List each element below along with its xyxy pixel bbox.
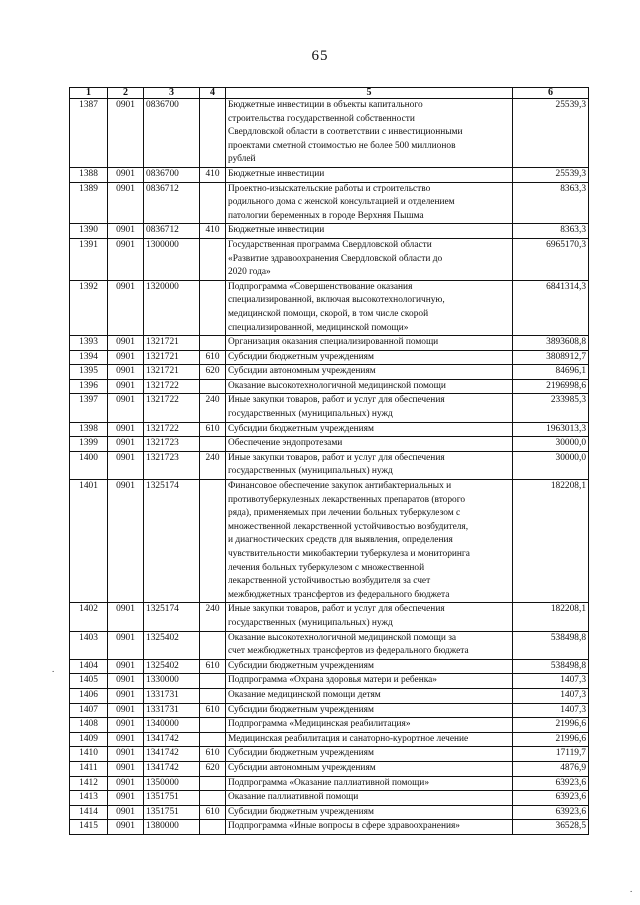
description-line: счет межбюджетных трансфертов из федерального бюджета bbox=[228, 646, 469, 657]
description-line: Субсидии автономным учреждениям bbox=[228, 366, 376, 377]
expense-type-code bbox=[200, 379, 226, 394]
table-row bbox=[70, 379, 589, 394]
description-line: Финансовое обеспечение закупок антибактериальных и bbox=[228, 481, 452, 492]
row-number: 1389 bbox=[70, 182, 108, 224]
margin-mark: . bbox=[52, 664, 55, 674]
target-article-code: 1325174 bbox=[144, 603, 200, 631]
description-line: Иные закупки товаров, работ и услуг для обеспечения bbox=[228, 604, 445, 615]
row-number: 1411 bbox=[70, 761, 108, 776]
row-number: 1399 bbox=[70, 437, 108, 452]
description-line: государственных (муниципальных) нужд bbox=[228, 409, 393, 420]
description-line: «Развитие здравоохранения Свердловской области до bbox=[228, 253, 443, 264]
table-row bbox=[70, 732, 589, 747]
description-line: множественной лекарственной устойчивостью возбудителя, bbox=[228, 521, 469, 532]
target-article-code: 1325402 bbox=[144, 631, 200, 659]
section-code: 0901 bbox=[108, 451, 144, 479]
expense-type-code bbox=[200, 674, 226, 689]
description-line: лекарственной устойчивостью возбудителя за счет bbox=[228, 576, 431, 587]
amount: 2196998,6 bbox=[513, 379, 589, 394]
section-code: 0901 bbox=[108, 688, 144, 703]
description-line: Иные закупки товаров, работ и услуг для обеспечения bbox=[228, 452, 445, 463]
expense-type-code bbox=[200, 732, 226, 747]
target-article-code: 1351751 bbox=[144, 805, 200, 820]
item-description bbox=[226, 688, 513, 703]
row-number: 1415 bbox=[70, 820, 108, 835]
row-number: 1407 bbox=[70, 703, 108, 718]
row-number: 1413 bbox=[70, 791, 108, 806]
table-row bbox=[70, 631, 589, 659]
header-col-2: 2 bbox=[108, 88, 144, 99]
table-row bbox=[70, 791, 589, 806]
table-row bbox=[70, 99, 589, 168]
section-code: 0901 bbox=[108, 167, 144, 182]
description-line: Субсидии бюджетным учреждениям bbox=[228, 351, 374, 362]
amount: 21996,6 bbox=[513, 718, 589, 733]
description-line: государственных (муниципальных) нужд bbox=[228, 466, 393, 477]
amount: 21996,6 bbox=[513, 732, 589, 747]
expense-type-code bbox=[200, 480, 226, 603]
margin-mark: . bbox=[630, 884, 633, 894]
table-row bbox=[70, 336, 589, 351]
row-number: 1394 bbox=[70, 350, 108, 365]
table-row bbox=[70, 820, 589, 835]
row-number: 1393 bbox=[70, 336, 108, 351]
row-number: 1390 bbox=[70, 224, 108, 239]
target-article-code: 1321722 bbox=[144, 379, 200, 394]
item-description bbox=[226, 732, 513, 747]
table-row bbox=[70, 350, 589, 365]
expense-type-code: 610 bbox=[200, 659, 226, 674]
description-line: строительства государственной собственности bbox=[228, 113, 415, 124]
section-code: 0901 bbox=[108, 674, 144, 689]
row-number: 1400 bbox=[70, 451, 108, 479]
amount: 36528,5 bbox=[513, 820, 589, 835]
target-article-code: 1321721 bbox=[144, 336, 200, 351]
section-code: 0901 bbox=[108, 350, 144, 365]
table-row bbox=[70, 659, 589, 674]
item-description bbox=[226, 791, 513, 806]
description-line: специализированной, включая высокотехнологичную, bbox=[228, 295, 445, 306]
amount: 25539,3 bbox=[513, 167, 589, 182]
table-row bbox=[70, 776, 589, 791]
target-article-code: 0836712 bbox=[144, 182, 200, 224]
item-description bbox=[226, 238, 513, 280]
description-line: Оказание паллиативной помощи bbox=[228, 792, 359, 803]
table-row bbox=[70, 480, 589, 603]
description-line: Подпрограмма «Медицинская реабилитация» bbox=[228, 719, 411, 730]
target-article-code: 1321723 bbox=[144, 451, 200, 479]
row-number: 1402 bbox=[70, 603, 108, 631]
row-number: 1409 bbox=[70, 732, 108, 747]
description-line: Оказание высокотехнологичной медицинской помощи за bbox=[228, 632, 457, 643]
row-number: 1404 bbox=[70, 659, 108, 674]
description-line: Иные закупки товаров, работ и услуг для обеспечения bbox=[228, 395, 445, 406]
target-article-code: 1325402 bbox=[144, 659, 200, 674]
item-description bbox=[226, 280, 513, 335]
expense-type-code: 410 bbox=[200, 167, 226, 182]
expense-type-code bbox=[200, 437, 226, 452]
target-article-code: 1350000 bbox=[144, 776, 200, 791]
row-number: 1406 bbox=[70, 688, 108, 703]
item-description bbox=[226, 437, 513, 452]
target-article-code: 1321721 bbox=[144, 350, 200, 365]
description-line: специализированной, медицинской помощи» bbox=[228, 322, 409, 333]
row-number: 1387 bbox=[70, 99, 108, 168]
expense-type-code bbox=[200, 688, 226, 703]
target-article-code: 1340000 bbox=[144, 718, 200, 733]
description-line: Субсидии автономным учреждениям bbox=[228, 762, 376, 773]
target-article-code: 0836712 bbox=[144, 224, 200, 239]
budget-table bbox=[69, 87, 589, 835]
section-code: 0901 bbox=[108, 747, 144, 762]
item-description bbox=[226, 422, 513, 437]
table-body bbox=[70, 99, 589, 835]
table-row bbox=[70, 422, 589, 437]
item-description bbox=[226, 747, 513, 762]
row-number: 1401 bbox=[70, 480, 108, 603]
table-row bbox=[70, 451, 589, 479]
target-article-code: 1300000 bbox=[144, 238, 200, 280]
item-description bbox=[226, 480, 513, 603]
target-article-code: 1351751 bbox=[144, 791, 200, 806]
description-line: родильного дома с женской консультацией и отделением bbox=[228, 197, 455, 208]
target-article-code: 1325174 bbox=[144, 480, 200, 603]
amount: 84696,1 bbox=[513, 365, 589, 380]
table-row bbox=[70, 167, 589, 182]
description-line: Подпрограмма «Охрана здоровья матери и ребенка» bbox=[228, 675, 437, 686]
section-code: 0901 bbox=[108, 336, 144, 351]
expense-type-code bbox=[200, 336, 226, 351]
section-code: 0901 bbox=[108, 659, 144, 674]
amount: 30000,0 bbox=[513, 451, 589, 479]
target-article-code: 1321722 bbox=[144, 394, 200, 422]
target-article-code: 1321723 bbox=[144, 437, 200, 452]
expense-type-code: 610 bbox=[200, 805, 226, 820]
amount: 17119,7 bbox=[513, 747, 589, 762]
item-description bbox=[226, 167, 513, 182]
target-article-code: 1330000 bbox=[144, 674, 200, 689]
section-code: 0901 bbox=[108, 99, 144, 168]
item-description bbox=[226, 350, 513, 365]
row-number: 1392 bbox=[70, 280, 108, 335]
row-number: 1396 bbox=[70, 379, 108, 394]
amount: 6965170,3 bbox=[513, 238, 589, 280]
description-line: лечения больных туберкулезом с множественной bbox=[228, 562, 425, 573]
amount: 8363,3 bbox=[513, 182, 589, 224]
table-header-row bbox=[70, 88, 589, 99]
header-col-3: 3 bbox=[144, 88, 200, 99]
row-number: 1414 bbox=[70, 805, 108, 820]
amount: 1407,3 bbox=[513, 703, 589, 718]
description-line: Субсидии бюджетным учреждениям bbox=[228, 704, 374, 715]
expense-type-code bbox=[200, 718, 226, 733]
item-description bbox=[226, 336, 513, 351]
expense-type-code: 610 bbox=[200, 350, 226, 365]
item-description bbox=[226, 761, 513, 776]
item-description bbox=[226, 394, 513, 422]
section-code: 0901 bbox=[108, 280, 144, 335]
expense-type-code: 620 bbox=[200, 761, 226, 776]
row-number: 1391 bbox=[70, 238, 108, 280]
expense-type-code bbox=[200, 776, 226, 791]
table-row bbox=[70, 603, 589, 631]
table-row bbox=[70, 674, 589, 689]
description-line: Подпрограмма «Иные вопросы в сфере здравоохранения» bbox=[228, 821, 460, 832]
header-col-4: 4 bbox=[200, 88, 226, 99]
section-code: 0901 bbox=[108, 480, 144, 603]
target-article-code: 1341742 bbox=[144, 732, 200, 747]
expense-type-code bbox=[200, 820, 226, 835]
amount: 3893608,8 bbox=[513, 336, 589, 351]
expense-type-code: 240 bbox=[200, 451, 226, 479]
section-code: 0901 bbox=[108, 732, 144, 747]
target-article-code: 1341742 bbox=[144, 747, 200, 762]
description-line: Субсидии бюджетным учреждениям bbox=[228, 806, 374, 817]
description-line: Бюджетные инвестиции в объекты капитального bbox=[228, 100, 423, 110]
expense-type-code: 610 bbox=[200, 747, 226, 762]
section-code: 0901 bbox=[108, 791, 144, 806]
section-code: 0901 bbox=[108, 703, 144, 718]
section-code: 0901 bbox=[108, 437, 144, 452]
section-code: 0901 bbox=[108, 631, 144, 659]
target-article-code: 1320000 bbox=[144, 280, 200, 335]
expense-type-code: 240 bbox=[200, 394, 226, 422]
item-description bbox=[226, 703, 513, 718]
description-line: Свердловской области в соответствии с инвестиционными bbox=[228, 127, 463, 138]
description-line: Оказание медицинской помощи детям bbox=[228, 689, 381, 700]
amount: 6841314,3 bbox=[513, 280, 589, 335]
table-row bbox=[70, 224, 589, 239]
table-row bbox=[70, 747, 589, 762]
table-row bbox=[70, 761, 589, 776]
target-article-code: 1321721 bbox=[144, 365, 200, 380]
description-line: Подпрограмма «Совершенствование оказания bbox=[228, 281, 413, 292]
table-row bbox=[70, 182, 589, 224]
expense-type-code bbox=[200, 99, 226, 168]
description-line: Медицинская реабилитация и санаторно-курортное лечение bbox=[228, 733, 469, 744]
description-line: Бюджетные инвестиции bbox=[228, 168, 325, 179]
expense-type-code bbox=[200, 791, 226, 806]
table-row bbox=[70, 280, 589, 335]
description-line: Оказание высокотехнологичной медицинской помощи bbox=[228, 380, 446, 391]
amount: 63923,6 bbox=[513, 791, 589, 806]
expense-type-code: 240 bbox=[200, 603, 226, 631]
description-line: и диагностических средств для выявления, определения bbox=[228, 535, 453, 546]
description-line: 2020 года» bbox=[228, 267, 271, 278]
expense-type-code: 610 bbox=[200, 703, 226, 718]
table-row bbox=[70, 688, 589, 703]
description-line: Субсидии бюджетным учреждениям bbox=[228, 660, 374, 671]
amount: 3808912,7 bbox=[513, 350, 589, 365]
item-description bbox=[226, 182, 513, 224]
description-line: противотуберкулезных лекарственных препаратов (второго bbox=[228, 494, 466, 505]
target-article-code: 0836700 bbox=[144, 167, 200, 182]
header-col-6: 6 bbox=[513, 88, 589, 99]
section-code: 0901 bbox=[108, 805, 144, 820]
description-line: медицинской помощи, скорой, в том числе скорой bbox=[228, 308, 429, 319]
section-code: 0901 bbox=[108, 365, 144, 380]
amount: 4876,9 bbox=[513, 761, 589, 776]
description-line: Организация оказания специализированной помощи bbox=[228, 337, 439, 348]
section-code: 0901 bbox=[108, 776, 144, 791]
section-code: 0901 bbox=[108, 394, 144, 422]
section-code: 0901 bbox=[108, 422, 144, 437]
amount: 233985,3 bbox=[513, 394, 589, 422]
item-description bbox=[226, 631, 513, 659]
amount: 182208,1 bbox=[513, 603, 589, 631]
amount: 8363,3 bbox=[513, 224, 589, 239]
target-article-code: 1331731 bbox=[144, 703, 200, 718]
expense-type-code bbox=[200, 238, 226, 280]
amount: 30000,0 bbox=[513, 437, 589, 452]
item-description bbox=[226, 224, 513, 239]
section-code: 0901 bbox=[108, 718, 144, 733]
table-row bbox=[70, 805, 589, 820]
description-line: Бюджетные инвестиции bbox=[228, 225, 325, 236]
expense-type-code: 410 bbox=[200, 224, 226, 239]
row-number: 1403 bbox=[70, 631, 108, 659]
item-description bbox=[226, 805, 513, 820]
section-code: 0901 bbox=[108, 379, 144, 394]
target-article-code: 1331731 bbox=[144, 688, 200, 703]
description-line: межбюджетных трансфертов из федерального бюджета bbox=[228, 589, 450, 600]
item-description bbox=[226, 365, 513, 380]
section-code: 0901 bbox=[108, 224, 144, 239]
item-description bbox=[226, 603, 513, 631]
description-line: государственных (муниципальных) нужд bbox=[228, 617, 393, 628]
target-article-code: 0836700 bbox=[144, 99, 200, 168]
amount: 25539,3 bbox=[513, 99, 589, 168]
target-article-code: 1341742 bbox=[144, 761, 200, 776]
row-number: 1405 bbox=[70, 674, 108, 689]
row-number: 1395 bbox=[70, 365, 108, 380]
description-line: проектами сметной стоимостью не более 500 миллионов bbox=[228, 140, 456, 151]
header-col-5: 5 bbox=[226, 88, 513, 99]
description-line: Подпрограмма «Оказание паллиативной помощи» bbox=[228, 777, 430, 788]
table-row bbox=[70, 238, 589, 280]
item-description bbox=[226, 379, 513, 394]
table-row bbox=[70, 437, 589, 452]
description-line: Государственная программа Свердловской области bbox=[228, 239, 432, 250]
item-description bbox=[226, 99, 513, 168]
expense-type-code: 610 bbox=[200, 422, 226, 437]
page-number: 65 bbox=[311, 48, 329, 64]
item-description bbox=[226, 820, 513, 835]
item-description bbox=[226, 659, 513, 674]
item-description bbox=[226, 674, 513, 689]
expense-type-code bbox=[200, 182, 226, 224]
amount: 538498,8 bbox=[513, 659, 589, 674]
target-article-code: 1321722 bbox=[144, 422, 200, 437]
table-row bbox=[70, 365, 589, 380]
section-code: 0901 bbox=[108, 603, 144, 631]
amount: 538498,8 bbox=[513, 631, 589, 659]
section-code: 0901 bbox=[108, 761, 144, 776]
item-description bbox=[226, 718, 513, 733]
row-number: 1397 bbox=[70, 394, 108, 422]
amount: 1407,3 bbox=[513, 674, 589, 689]
description-line: Субсидии бюджетным учреждениям bbox=[228, 748, 374, 759]
description-line: ряда), применяемых при лечении больных туберкулезом с bbox=[228, 508, 461, 519]
description-line: Проектно-изыскательские работы и строительство bbox=[228, 183, 431, 194]
section-code: 0901 bbox=[108, 820, 144, 835]
description-line: Обеспечение эндопротезами bbox=[228, 438, 343, 449]
expense-type-code bbox=[200, 631, 226, 659]
section-code: 0901 bbox=[108, 238, 144, 280]
table-row bbox=[70, 703, 589, 718]
amount: 63923,6 bbox=[513, 805, 589, 820]
item-description bbox=[226, 776, 513, 791]
item-description bbox=[226, 451, 513, 479]
amount: 182208,1 bbox=[513, 480, 589, 603]
description-line: чувствительности микобактерии туберкулеза и мониторинга bbox=[228, 549, 470, 559]
amount: 1407,3 bbox=[513, 688, 589, 703]
row-number: 1388 bbox=[70, 167, 108, 182]
row-number: 1412 bbox=[70, 776, 108, 791]
target-article-code: 1380000 bbox=[144, 820, 200, 835]
description-line: рублей bbox=[228, 154, 256, 165]
table-row bbox=[70, 718, 589, 733]
table-row bbox=[70, 394, 589, 422]
amount: 1963013,3 bbox=[513, 422, 589, 437]
description-line: патологии беременных в городе Верхняя Пышма bbox=[228, 210, 424, 221]
expense-type-code: 620 bbox=[200, 365, 226, 380]
row-number: 1398 bbox=[70, 422, 108, 437]
section-code: 0901 bbox=[108, 182, 144, 224]
row-number: 1408 bbox=[70, 718, 108, 733]
row-number: 1410 bbox=[70, 747, 108, 762]
description-line: Субсидии бюджетным учреждениям bbox=[228, 423, 374, 434]
expense-type-code bbox=[200, 280, 226, 335]
amount: 63923,6 bbox=[513, 776, 589, 791]
header-col-1: 1 bbox=[70, 88, 108, 99]
